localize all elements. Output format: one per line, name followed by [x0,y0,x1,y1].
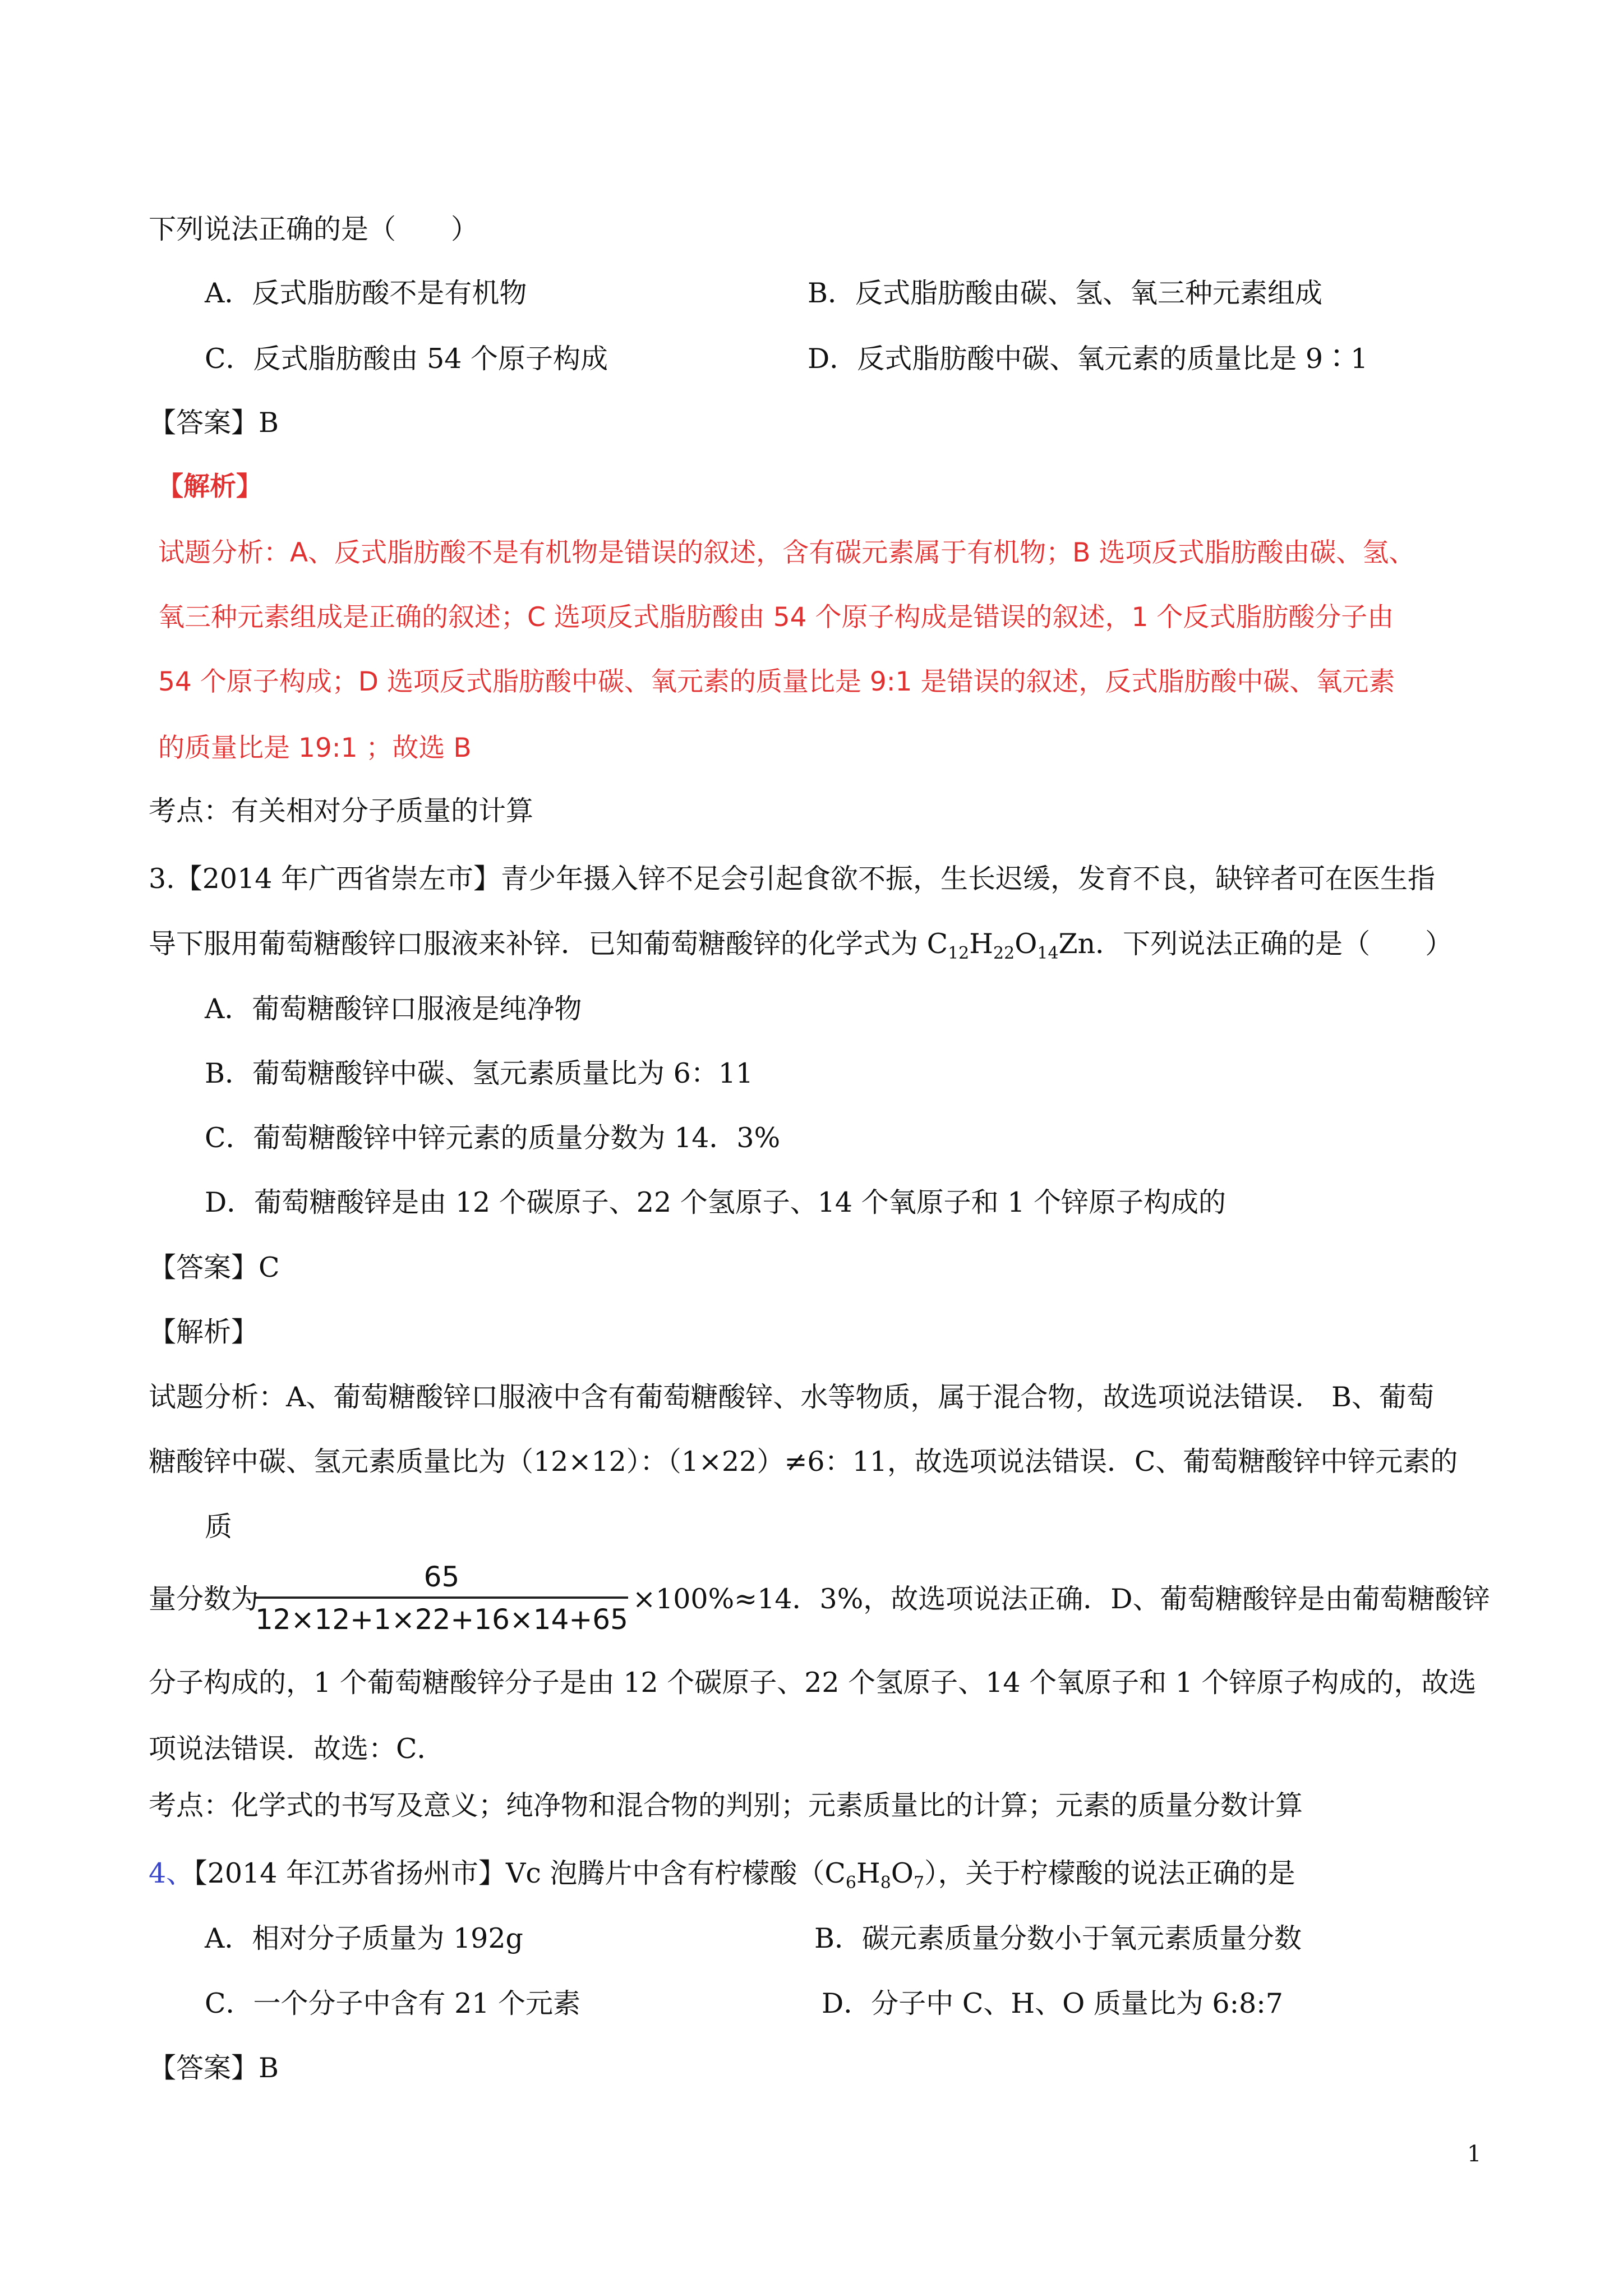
q2-option-a: A．反式脂肪酸不是有机物 [205,277,527,309]
q3-stem-line1: 3.【2014 年广西省崇左市】青少年摄入锌不足会引起食欲不振，生长迟缓，发育不良，缺锌者可在医生指 [149,863,1436,895]
q4-option-c: C．一个分子中含有 21 个元素 [205,1987,580,2019]
q2-answer: 【答案】B [149,407,279,439]
q3-analysis-line: 质 [205,1511,233,1543]
zinc-mass-fraction [255,1561,628,1636]
q4-number: 4、 [149,1857,194,1889]
q2-knowledge-point: 考点：有关相对分子质量的计算 [149,795,534,827]
q2-analysis-line: 试题分析：A、反式脂肪酸不是有机物是错误的叙述，含有碳元素属于有机物；B 选项反式脂肪酸由碳、氢、 [158,537,1415,568]
page-number: 1 [1467,2141,1482,2167]
q2-stem: 下列说法正确的是（ ） [149,213,479,245]
q3-analysis-line: ×100%≈14．3%，故选项说法正确．D、葡萄糖酸锌是由葡萄糖酸锌 [633,1583,1490,1615]
q4-option-b: B．碳元素质量分数小于氧元素质量分数 [814,1922,1302,1954]
q3-stem-line2: 导下服用葡萄糖酸锌口服液来补锌．已知葡萄糖酸锌的化学式为 $C_{12}H_{22}O_{14}Zn$．下列说法正确的是（ ） [149,928,1453,963]
q4-answer: 【答案】B [149,2052,279,2084]
q2-analysis-line: 氧三种元素组成是正确的叙述；C 选项反式脂肪酸由 54 个原子构成是错误的叙述，1 个反式脂肪酸分子由 [158,602,1394,633]
q2-option-b: B．反式脂肪酸由碳、氢、氧三种元素组成 [808,277,1323,309]
q3-option-c: C．葡萄糖酸锌中锌元素的质量分数为 14．3% [205,1122,781,1154]
q4-stem: 4、【2014 年江苏省扬州市】Vc 泡腾片中含有柠檬酸$(C_6H_8O_7)$，关于柠檬酸的说法正确的是 [149,1857,1295,1893]
q3-analysis-line: 试题分析：A、葡萄糖酸锌口服液中含有葡萄糖酸锌、水等物质，属于混合物，故选项说法错误． B、葡萄 [149,1381,1434,1413]
q3-option-b: B．葡萄糖酸锌中碳、氢元素质量比为 6：11 [205,1057,754,1089]
q3-analysis-line: 糖酸锌中碳、氢元素质量比为（12×12）：（1×22）≠6：11，故选项说法错误．C、葡萄糖酸锌中锌元素的 [149,1446,1458,1478]
q2-analysis-title: 【解析】 [157,471,262,502]
q2-option-d: D．反式脂肪酸中碳、氧元素的质量比是 9∶1 [808,343,1368,375]
q2-option-c: C．反式脂肪酸由 54 个原子构成 [205,343,608,375]
q3-answer: 【答案】C [149,1251,280,1283]
q3-analysis-line: 量分数为 [149,1583,259,1615]
q3-analysis-title: 【解析】 [149,1316,259,1348]
q3-analysis-line: 分子构成的，1 个葡萄糖酸锌分子是由 12 个碳原子、22 个氢原子、14 个氧原子和 1 个锌原子构成的，故选 [149,1667,1477,1699]
q4-option-d: D．分子中 C、H、O 质量比为 6:8:7 [822,1987,1283,2019]
q3-option-a: A．葡萄糖酸锌口服液是纯净物 [205,993,582,1025]
q2-analysis-line: 的质量比是 19:1 ；故选 B [158,733,472,763]
fraction-denominator: 12×12+1×22+16×14+65 [255,1603,628,1636]
q3-knowledge-point: 考点：化学式的书写及意义；纯净物和混合物的判别；元素质量比的计算；元素的质量分数计算 [149,1789,1303,1821]
q3-option-d: D．葡萄糖酸锌是由 12 个碳原子、22 个氢原子、14 个氧原子和 1 个锌原子构成的 [205,1186,1226,1218]
q4-option-a: A．相对分子质量为 192g [205,1922,523,1954]
fraction-numerator: 65 [423,1561,460,1593]
q3-analysis-line: 项说法错误．故选：C． [149,1733,445,1765]
q2-analysis-line: 54 个原子构成；D 选项反式脂肪酸中碳、氧元素的质量比是 9:1 是错误的叙述，反式脂肪酸中碳、氧元素 [158,666,1395,697]
